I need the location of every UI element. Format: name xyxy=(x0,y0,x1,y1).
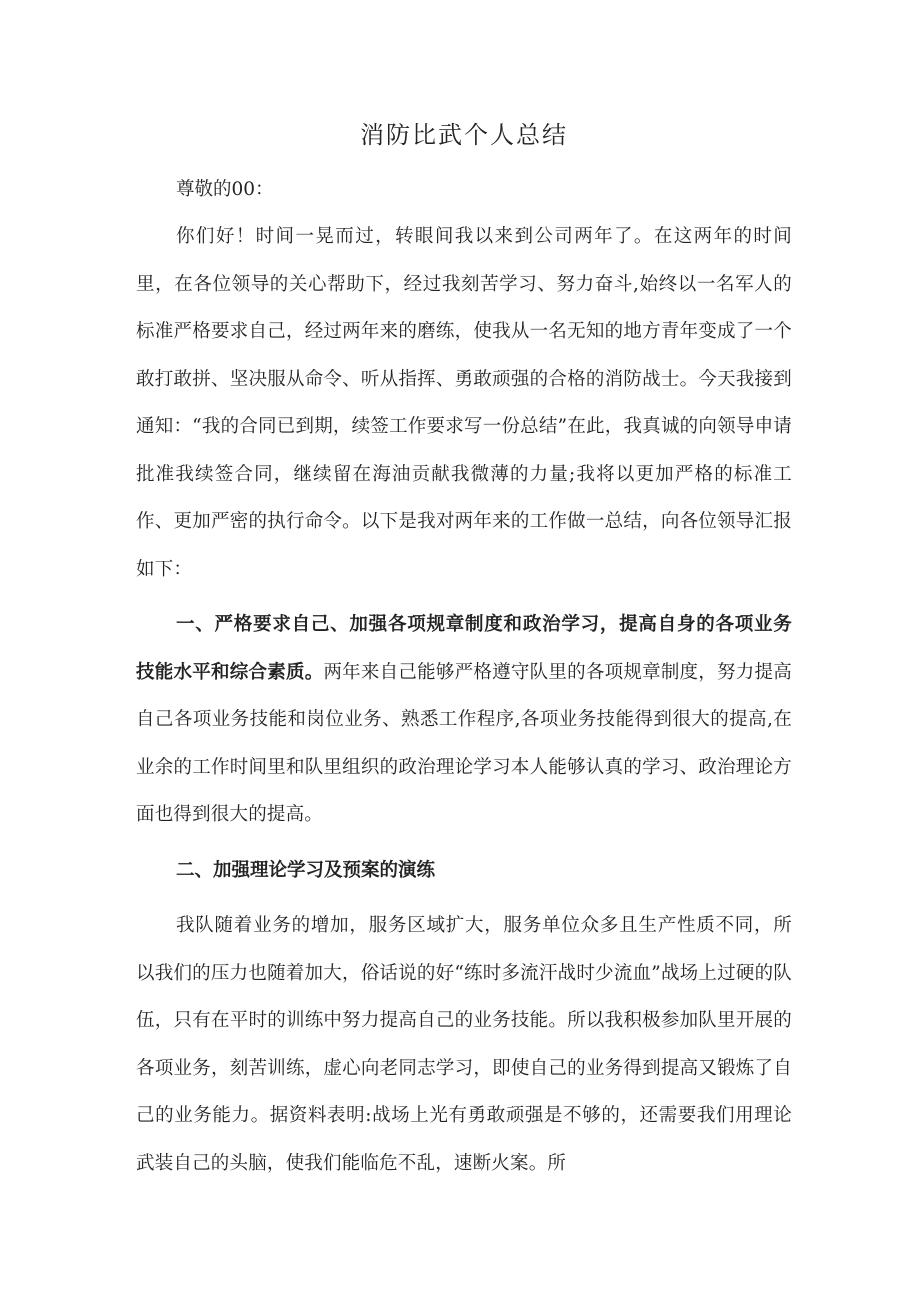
section-2-body: 我队随着业务的增加，服务区域扩大，服务单位众多且生产性质不同，所以我们的压力也随着加大，俗话说的好“练时多流汗战时少流血”战场上过硬的队伍，只有在平时的训练中努力提高自己的业务技能。所以我积极参加队里开展的各项业务，刻苦训练，虚心向老同志学习，即使自己的业务得到提高又锻炼了自己的业务能力。据资料表明:战场上光有勇敢顽强是不够的，还需要我们用理论武装自己的头脑，使我们能临危不乱，速断火案。所 xyxy=(136,915,792,1174)
paragraph-section-1 xyxy=(136,601,792,839)
spacer xyxy=(136,839,792,847)
salutation: 尊敬的00： xyxy=(176,179,274,200)
paragraph-intro: 你们好！时间一晃而过，转眼间我以来到公司两年了。在这两年的时间里，在各位领导的关心帮助下，经过我刻苦学习、努力奋斗,始终以一名军人的标准严格要求自己，经过两年来的磨练，使我从一名无知的地方青年变成了一个敢打敢拼、坚决服从命令、听从指挥、勇敢顽强的合格的消防战士。今天我接到通知：“我的合同已到期，续签工作要求写一份总结”在此，我真诚的向领导申请批准我续签合同，继续留在海油贡献我微薄的力量;我将以更加严格的标准工作、更加严密的执行命令。以下是我对两年来的工作做一总结，向各位领导汇报如下： xyxy=(136,226,792,580)
spacer xyxy=(136,593,792,601)
document-title: 消防比武个人总结 xyxy=(360,121,568,149)
section-1-body: 两年来自己能够严格遵守队里的各项规章制度，努力提高自己各项业务技能和岗位业务、熟悉工作程序,各项业务技能得到很大的提高,在业余的工作时间里和队里组织的政治理论学习本人能够认真的学习、政治理论方面也得到很大的提高。 xyxy=(136,661,792,825)
section-1-heading: 一、严格要求自己、加强各项规章制度和政治学习，提高自身的各项业务技能水平和综合素质。 xyxy=(136,614,792,683)
spacer xyxy=(136,894,792,902)
section-2-heading: 二、加强理论学习及预案的演练 xyxy=(176,859,436,881)
